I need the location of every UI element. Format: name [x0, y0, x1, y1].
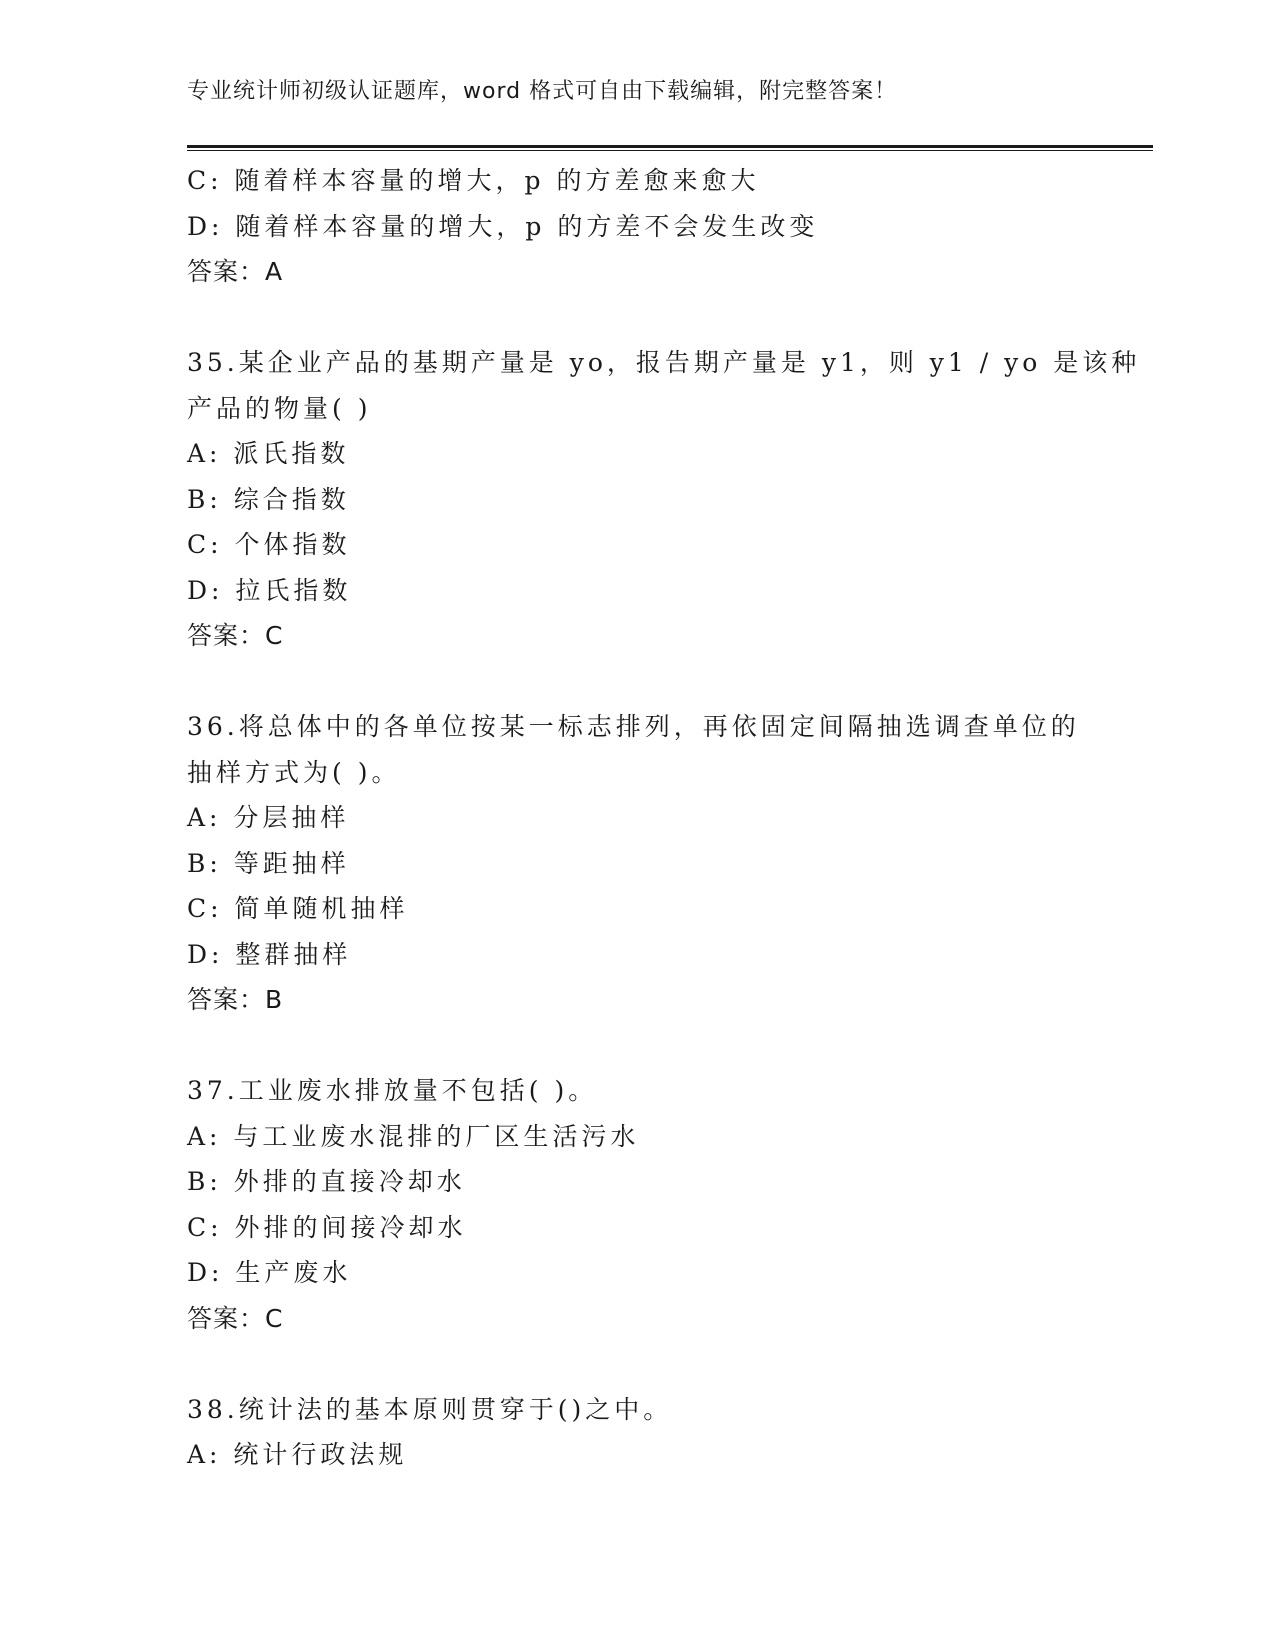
- answer-line: 答案：C: [187, 621, 284, 650]
- option-line: A: 与工业废水混排的厂区生活污水: [187, 1121, 640, 1151]
- option-line: A: 派氏指数: [187, 439, 350, 468]
- option-line: C: 外排的间接冷却水: [187, 1212, 467, 1242]
- option-line: B: 等距抽样: [187, 848, 350, 878]
- question-text: 抽样方式为( )。: [187, 757, 401, 787]
- question-content: [187, 158, 1141, 1478]
- question-text: 37.工业废水排放量不包括( )。: [187, 1076, 598, 1105]
- question-text: 产品的物量( ): [187, 393, 372, 423]
- page-header: 专业统计师初级认证题库，word 格式可自由下载编辑，附完整答案！: [187, 79, 898, 104]
- answer-line: 答案：B: [187, 985, 284, 1014]
- answer-line: 答案：C: [187, 1303, 284, 1333]
- option-line: D: 拉氏指数: [187, 575, 352, 605]
- option-line: C: 随着样本容量的增大，p 的方差愈来愈大: [187, 166, 760, 195]
- answer-line: 答案：A: [187, 257, 284, 286]
- option-line: D: 随着样本容量的增大，p 的方差不会发生改变: [187, 211, 819, 241]
- question-text: 36.将总体中的各单位按某一标志排列，再依固定间隔抽选调查单位的: [187, 712, 1080, 741]
- question-text: 35.某企业产品的基期产量是 yo，报告期产量是 y1，则 y1 / yo 是该种: [187, 348, 1141, 377]
- option-line: B: 外排的直接冷却水: [187, 1167, 466, 1196]
- option-line: D: 生产废水: [187, 1258, 352, 1287]
- option-line: A: 统计行政法规: [187, 1440, 408, 1469]
- option-line: A: 分层抽样: [187, 803, 350, 832]
- option-line: C: 简单随机抽样: [187, 894, 409, 923]
- option-line: D: 整群抽样: [187, 939, 352, 969]
- header-divider-thick: [187, 145, 1153, 148]
- header-divider-thin: [187, 150, 1153, 151]
- option-line: B: 综合指数: [187, 484, 350, 514]
- option-line: C: 个体指数: [187, 530, 351, 559]
- question-text: 38.统计法的基本原则贯穿于()之中。: [187, 1394, 673, 1424]
